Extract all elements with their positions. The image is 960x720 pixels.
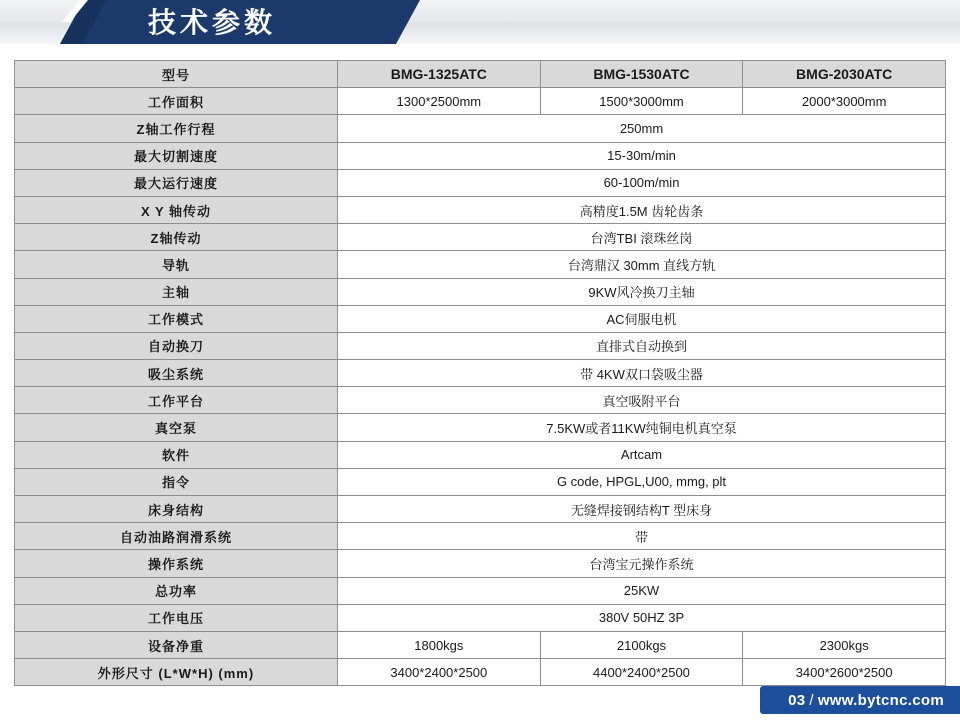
row-value: 高精度1.5M 齿轮齿条	[338, 196, 946, 223]
row-value: 15-30m/min	[338, 142, 946, 169]
row-value: 60-100m/min	[338, 169, 946, 196]
row-value: AC伺服电机	[338, 305, 946, 332]
row-value: 无缝焊接钢结构T 型床身	[338, 496, 946, 523]
row-value: 2100kgs	[540, 631, 743, 658]
row-label: 真空泵	[15, 414, 338, 441]
row-label: X Y 轴传动	[15, 196, 338, 223]
row-value: Artcam	[338, 441, 946, 468]
row-value: 台湾鼎汉 30mm 直线方轨	[338, 251, 946, 278]
row-value: 2300kgs	[743, 631, 946, 658]
row-label: 床身结构	[15, 496, 338, 523]
row-value: G code, HPGL,U00, mmg, plt	[338, 468, 946, 495]
row-label: 吸尘系统	[15, 360, 338, 387]
table-row	[15, 142, 946, 169]
footer-badge	[760, 686, 960, 714]
row-value: 9KW风冷换刀主轴	[338, 278, 946, 305]
table-row	[15, 441, 946, 468]
table-row	[15, 305, 946, 332]
row-label: 工作电压	[15, 604, 338, 631]
column-header: BMG-2030ATC	[743, 61, 946, 88]
row-value: 1800kgs	[338, 631, 541, 658]
table-row	[15, 604, 946, 631]
spec-table	[14, 60, 946, 686]
column-header: BMG-1530ATC	[540, 61, 743, 88]
row-label: 导轨	[15, 251, 338, 278]
row-value: 3400*2600*2500	[743, 659, 946, 686]
row-value: 7.5KW或者11KW纯铜电机真空泵	[338, 414, 946, 441]
row-label: 工作面积	[15, 88, 338, 115]
row-label: Z轴传动	[15, 224, 338, 251]
footer-page-number: 03	[788, 691, 806, 709]
page-title: 技术参数	[148, 7, 277, 38]
table-row	[15, 550, 946, 577]
row-label: Z轴工作行程	[15, 115, 338, 142]
table-row	[15, 414, 946, 441]
table-row	[15, 196, 946, 223]
table-row	[15, 468, 946, 495]
row-label: 外形尺寸 (L*W*H) (mm)	[15, 659, 338, 686]
row-value: 380V 50HZ 3P	[338, 604, 946, 631]
table-row	[15, 523, 946, 550]
row-label: 最大切割速度	[15, 142, 338, 169]
row-label: 软件	[15, 441, 338, 468]
table-row	[15, 224, 946, 251]
row-value: 带 4KW双口袋吸尘器	[338, 360, 946, 387]
row-value: 1300*2500mm	[338, 88, 541, 115]
row-value: 带	[338, 523, 946, 550]
row-label: 指令	[15, 468, 338, 495]
table-row	[15, 251, 946, 278]
table-row	[15, 631, 946, 658]
row-label: 自动换刀	[15, 332, 338, 359]
spec-table-wrapper	[14, 60, 946, 686]
table-row	[15, 577, 946, 604]
footer-website: www.bytcnc.com	[817, 691, 944, 709]
column-header: BMG-1325ATC	[338, 61, 541, 88]
row-label: 自动油路润滑系统	[15, 523, 338, 550]
row-label: 工作模式	[15, 305, 338, 332]
table-row	[15, 332, 946, 359]
table-row	[15, 278, 946, 305]
row-value: 直排式自动换到	[338, 332, 946, 359]
row-label: 型号	[15, 61, 338, 88]
table-row	[15, 88, 946, 115]
table-row	[15, 169, 946, 196]
table-row	[15, 387, 946, 414]
row-value: 2000*3000mm	[743, 88, 946, 115]
row-value: 真空吸附平台	[338, 387, 946, 414]
row-value: 250mm	[338, 115, 946, 142]
table-row	[15, 360, 946, 387]
row-value: 3400*2400*2500	[338, 659, 541, 686]
page-header	[0, 0, 960, 48]
row-label: 操作系统	[15, 550, 338, 577]
row-label: 工作平台	[15, 387, 338, 414]
row-label: 最大运行速度	[15, 169, 338, 196]
table-row	[15, 115, 946, 142]
row-value: 1500*3000mm	[540, 88, 743, 115]
row-value: 4400*2400*2500	[540, 659, 743, 686]
footer-separator: /	[809, 691, 814, 709]
row-value: 25KW	[338, 577, 946, 604]
row-label: 设备净重	[15, 631, 338, 658]
row-value: 台湾TBI 滚珠丝岗	[338, 224, 946, 251]
table-row	[15, 496, 946, 523]
row-label: 总功率	[15, 577, 338, 604]
table-row	[15, 659, 946, 686]
row-value: 台湾宝元操作系统	[338, 550, 946, 577]
row-label: 主轴	[15, 278, 338, 305]
table-row	[15, 61, 946, 88]
